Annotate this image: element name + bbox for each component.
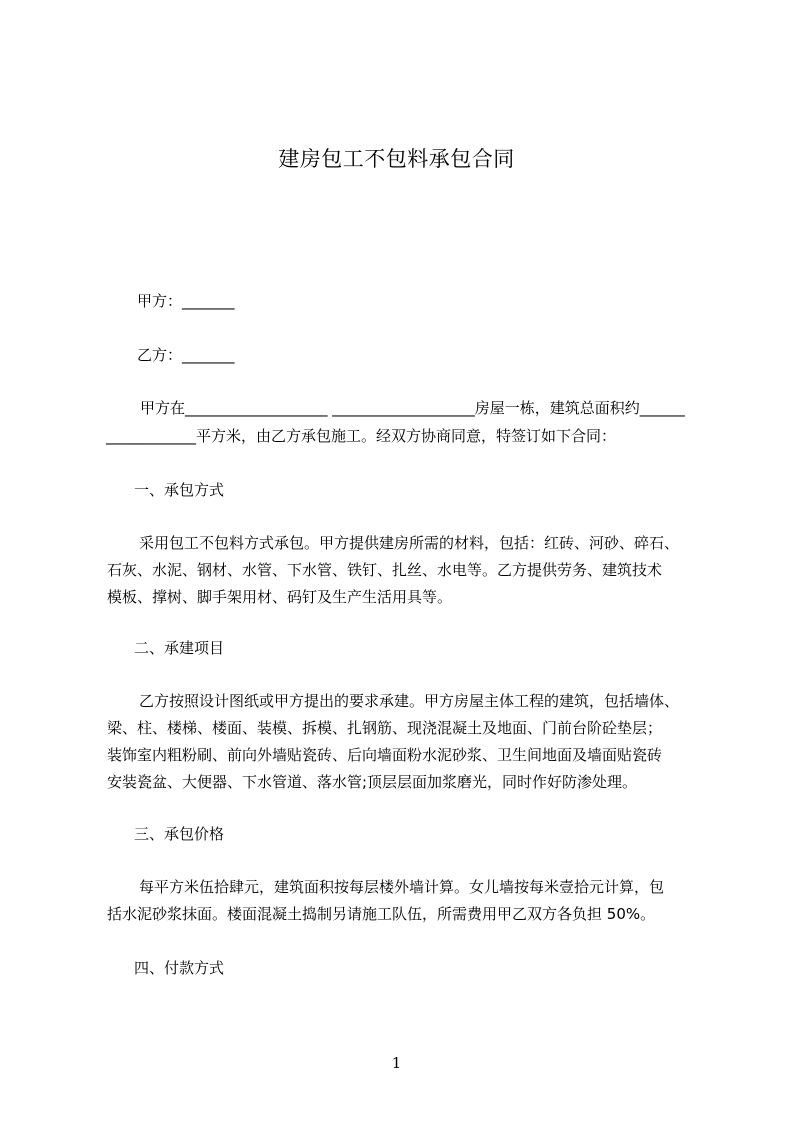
section-2-line-4: 安装瓷盆、大便器、下水管道、落水管;顶层层面加浆磨光，同时作好防渗处理。: [107, 773, 638, 791]
section-3-line-2: 括水泥砂浆抹面。楼面混凝土捣制另请施工队伍，所需费用甲乙双方各负担 50%。: [107, 905, 656, 923]
document-title: 建房包工不包料承包合同: [278, 147, 515, 171]
party-a-line: 甲方：_______: [137, 292, 235, 310]
section-1-line-3: 模板、撑树、脚手架用材、码钉及生产生活用具等。: [107, 588, 453, 606]
section-heading-1: 一、承包方式: [134, 481, 225, 499]
section-heading-3: 三、承包价格: [134, 825, 225, 843]
section-2-line-2: 梁、柱、楼梯、楼面、装模、拆模、扎钢筋、现浇混凝土及地面、门前台阶砼垫层；: [107, 719, 663, 737]
page-number: 1: [391, 1054, 402, 1072]
section-2-line-3: 装饰室内粗粉刷、前向外墙贴瓷砖、后向墙面粉水泥砂浆、卫生间地面及墙面贴瓷砖: [107, 746, 663, 764]
section-3-line-1: 每平方米伍拾肆元，建筑面积按每层楼外墙计算。女儿墙按每米壹拾元计算，包: [139, 878, 665, 896]
section-2-line-1: 乙方按照设计图纸或甲方提出的要求承建。甲方房屋主体工程的建筑，包括墙体、: [139, 692, 680, 710]
section-1-line-2: 石灰、水泥、钢材、水管、下水管、铁钉、扎丝、水电等。乙方提供劳务、建筑技术: [107, 561, 663, 579]
intro-line-1: 甲方在___________________ ___________________房屋一栋，建筑总面积约______: [140, 399, 685, 417]
section-heading-2: 二、承建项目: [134, 639, 225, 657]
section-1-line-1: 采用包工不包料方式承包。甲方提供建房所需的材料，包括：红砖、河砂、碎石、: [139, 534, 680, 552]
section-heading-4: 四、付款方式: [134, 959, 225, 977]
intro-line-2: ____________平方米，由乙方承包施工。经双方协商同意，特签订如下合同：: [106, 427, 617, 445]
party-b-line: 乙方：_______: [137, 346, 235, 364]
